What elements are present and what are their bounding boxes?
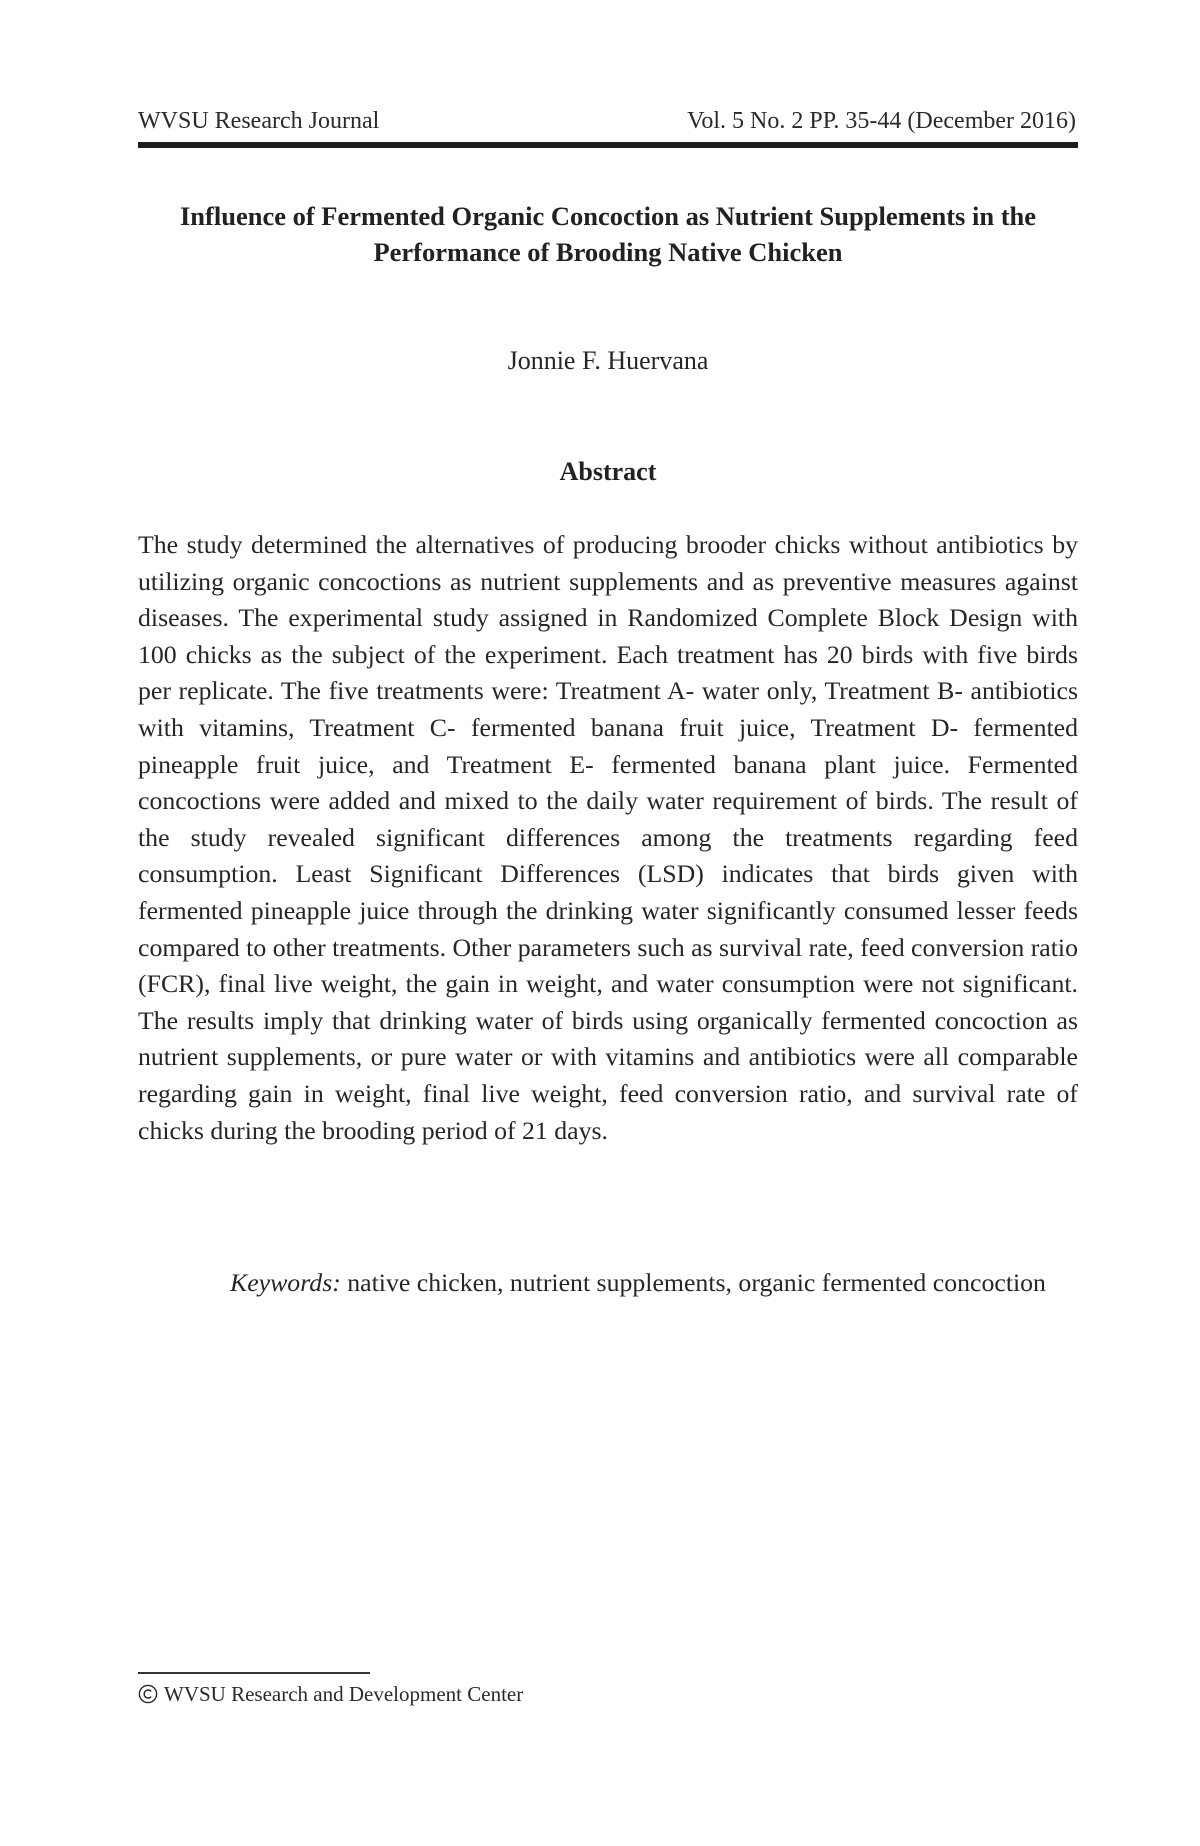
running-header (138, 106, 1076, 136)
header-rule (138, 142, 1078, 148)
keywords-list: native chicken, nutrient supplements, organic fermented concoction (347, 1268, 1046, 1297)
author-name: Jonnie F. Huervana (507, 346, 709, 375)
issue-info: Vol. 5 No. 2 PP. 35-44 (December 2016) (687, 108, 1076, 134)
copyright-icon (138, 1684, 158, 1704)
abstract-heading: Abstract (559, 457, 657, 486)
footnote-rule (138, 1672, 370, 1674)
journal-name: WVSU Research Journal (138, 108, 380, 134)
abstract-text: The study determined the alternatives of producing brooder chicks without antibiotics by utilizing organic concoctions as nutrient supplements and as preventive measures against diseases. The experimental study assigned in Randomized Complete Block Design with 100 chicks as the subject of the experiment. Each treatment has 20 birds with five birds per replicate. The five treatments were: Treatment A- water only, Treatment B- antibiotics with vitamins, Treatment C- fermented banana fruit juice, Treatment D- fermented pineapple fruit juice, and Treatment E- fermented banana plant juice. Fermented concoctions were added and mixed to the daily water requirement of birds. The result of the study revealed significant differences among the treatments regarding feed consumption. Least Significant Differences (LSD) indicates that birds given with fermented pineapple juice through the drinking water significantly consumed lesser feeds compared to other treatments. Other parameters such as survival rate, feed conversion ratio (FCR), final live weight, the gain in weight, and water consumption were not significant. The results imply that drinking water of birds using organically fermented concoction as nutrient supplements, or pure water or with vitamins and antibiotics were all comparable regarding gain in weight, final live weight, feed conversion ratio, and survival rate of chicks during the brooding period of 21 days. (138, 530, 1078, 1145)
keywords-label: Keywords: (230, 1268, 341, 1297)
footnote-text: WVSU Research and Development Center (164, 1682, 524, 1706)
article-title: Influence of Fermented Organic Concoction as Nutrient Supplements in the Performance of Brooding Native Chicken (179, 201, 1037, 267)
keywords-paragraph (138, 1265, 1078, 1302)
footnote (138, 1680, 523, 1708)
